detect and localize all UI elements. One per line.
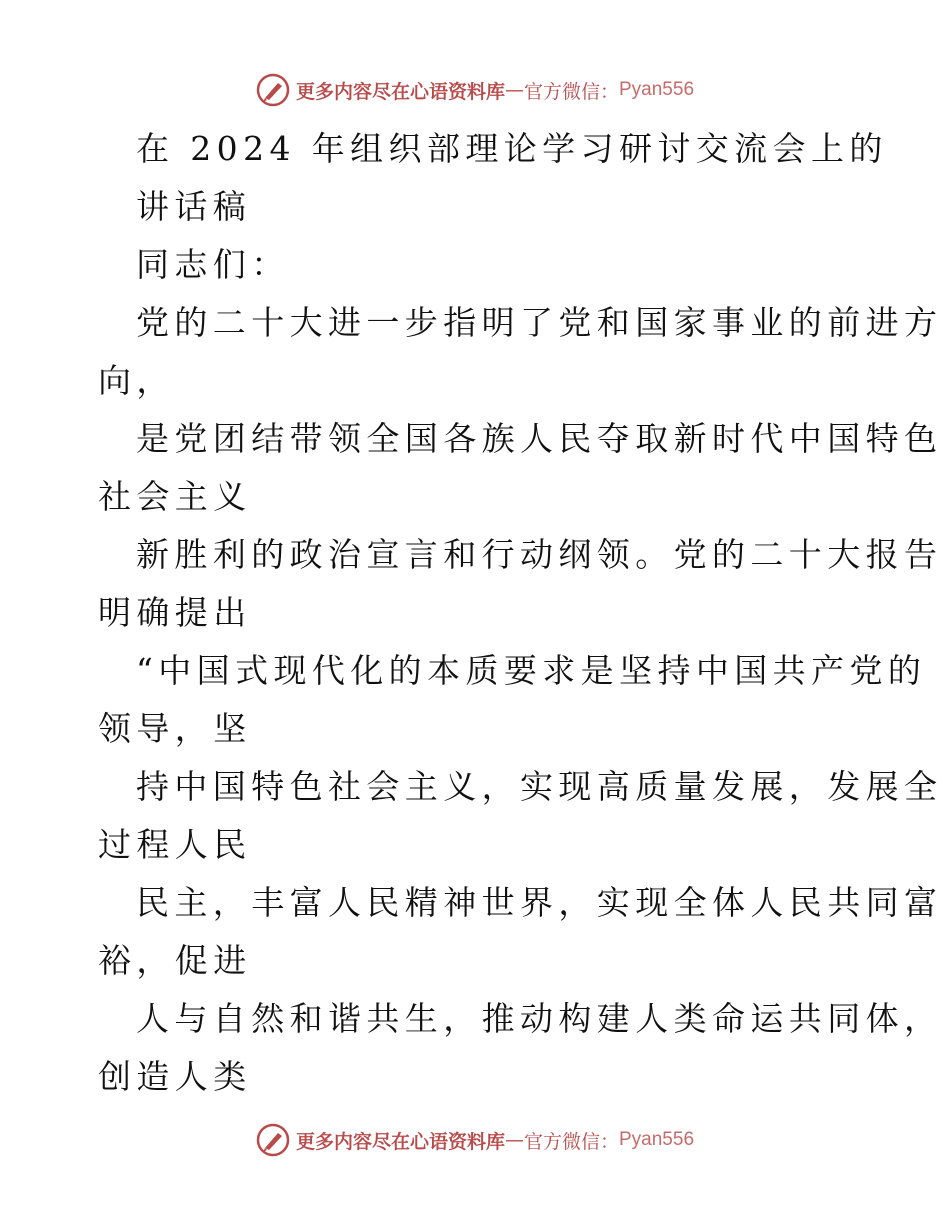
watermark-wechat-label: 官方微信：: [523, 1130, 619, 1153]
text-line: 裕，促进: [98, 941, 252, 980]
watermark-separator: —: [504, 79, 524, 101]
text-line: 讲话稿: [136, 187, 252, 226]
footer-watermark: [0, 1120, 950, 1160]
text-line: 党的二十大进一步指明了党和国家事业的前进方: [136, 303, 943, 342]
text-line: 社会主义: [98, 477, 252, 516]
header-watermark: [0, 70, 950, 110]
text-line: 在 2024 年组织部理论学习研讨交流会上的: [136, 129, 888, 168]
text-line: 持中国特色社会主义，实现高质量发展，发展全: [136, 767, 943, 806]
watermark-wechat-id: Pyan556: [619, 79, 695, 100]
text-line: 是党团结带领全国各族人民夺取新时代中国特色: [136, 419, 943, 458]
text-line: 新胜利的政治宣言和行动纲领。党的二十大报告: [136, 535, 943, 574]
watermark-text: 更多内容尽在心语资料库: [295, 1130, 505, 1153]
text-line: 民主，丰富人民精神世界，实现全体人民共同富: [136, 883, 943, 922]
watermark-text: 更多内容尽在心语资料库: [295, 80, 505, 103]
document-body: [98, 120, 943, 1106]
text-line: 向，: [98, 361, 175, 400]
watermark-wechat-id: Pyan556: [619, 1129, 695, 1150]
text-line: 创造人类: [98, 1057, 252, 1096]
text-line: “中国式现代化的本质要求是坚持中国共产党的: [136, 651, 927, 690]
text-line: 明确提出: [98, 593, 252, 632]
text-line: 领导，坚: [98, 709, 252, 748]
pen-logo-icon: [256, 73, 290, 107]
pen-logo-icon: [256, 1123, 290, 1157]
watermark-wechat-label: 官方微信：: [523, 80, 619, 103]
watermark-separator: —: [504, 1129, 524, 1151]
text-line: 人与自然和谐共生，推动构建人类命运共同体，: [136, 999, 943, 1038]
text-line: 过程人民: [98, 825, 252, 864]
text-line: 同志们：: [136, 245, 290, 284]
